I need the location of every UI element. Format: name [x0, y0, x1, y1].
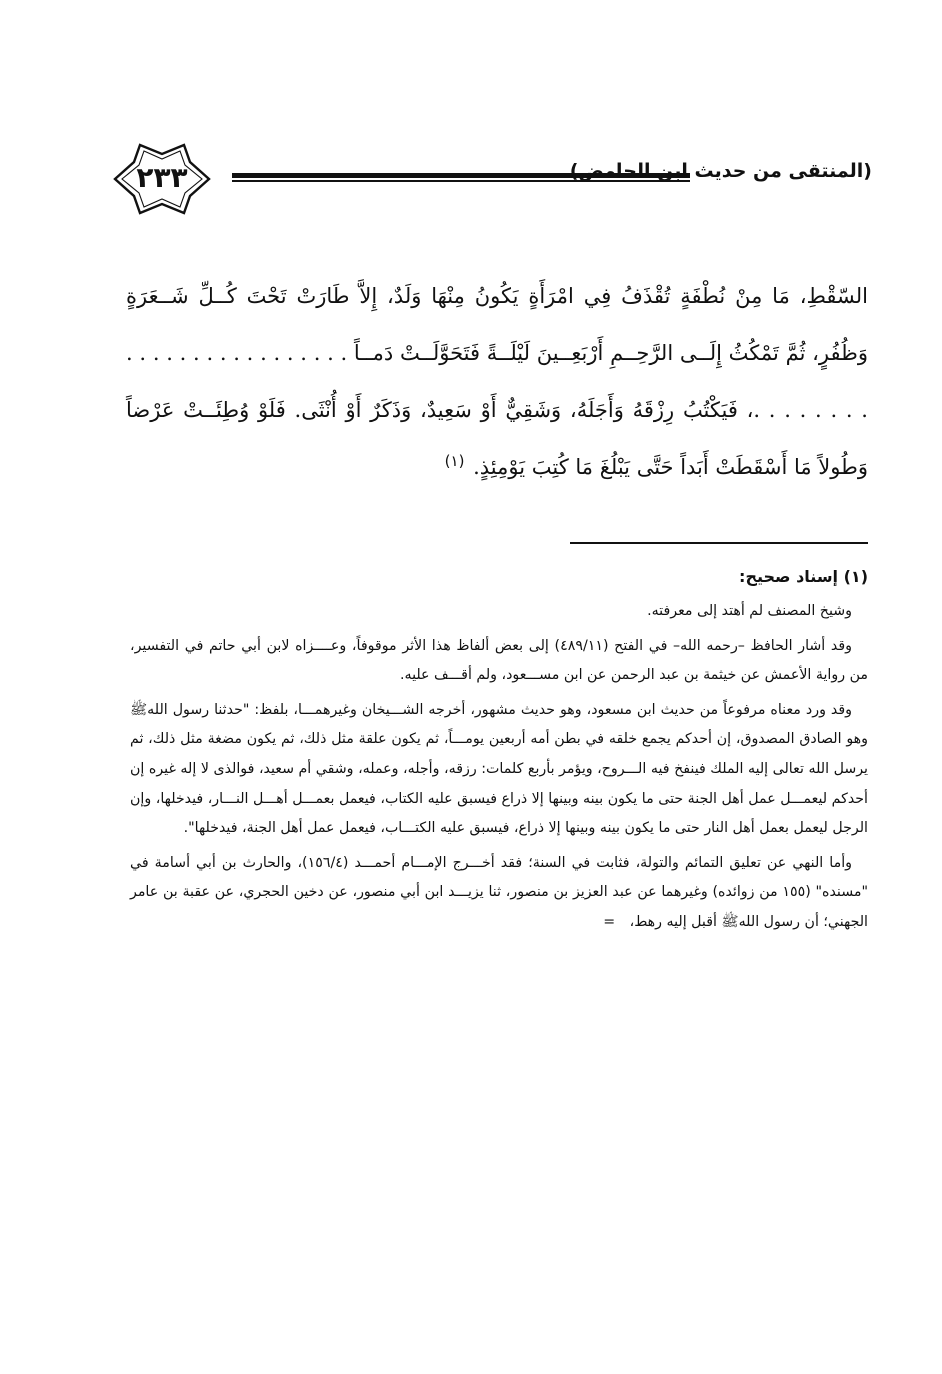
book-title: (المنتقى من حديث ابن الحامض)	[569, 160, 872, 182]
hadith-paragraph	[126, 268, 868, 496]
hadith-body: السّقْطِ، مَا مِنْ نُطْفَةٍ تُقْذَفُ فِي امْرَأَةٍ يَكُونُ مِنْهَا وَلَدٌ، إِلاَّ طَارَتْ تَحْتَ كُــلِّ شَــعَرَةٍ وَظُفُرٍ، ثُمَّ تَمْكُثُ إِلَــى الرَّحِــمِ أَرْبَعِــينَ لَيْلَــةً فَتَحَوَّلَــتْ دَمــاً . . . . . . . . . . . . . . . . . . . . . . . . .، فَيَكْتُبُ رِزْقَهُ وَأَجَلَهُ، وَشَقِيٌّ أَوْ سَعِيدٌ، وَذَكَرٌ أَوْ أُنْثَى. فَلَوْ وُطِئَــتْ عَرْضاً وَطُولاً مَا أَسْقَطَتْ أَبَداً حَتَّى يَبْلُغَ مَا كُتِبَ يَوْمِئِذٍ.	[126, 284, 868, 479]
page-number-badge	[110, 140, 214, 218]
footnote-paragraph-text: وأما النهي عن تعليق التمائم والتولة، فثابت في السنة؛ فقد أخـــرج الإمـــام أحمـــد (١٥٦/٤)، والحارث بن أبي أسامة في "مسنده" (١٥٥ من زوائده) وغيرهما عن عبد العزيز بن منصور، ثنا يزيـــد ابن أبي منصور، عن دخين الحجري، عن عقبة بن عامر الجهني؛ أن رسول اللهﷺ أقبل إليه رهط،	[130, 854, 868, 930]
hadith-text	[126, 268, 868, 496]
page-number: ٢٣٣	[136, 161, 188, 194]
page-header	[110, 140, 872, 218]
footnote-section	[130, 562, 868, 943]
continuation-mark: =	[603, 913, 616, 930]
footnote-paragraph: وقد أشار الحافظ –رحمه الله– في الفتح (٤٨٩/١١) إلى بعض ألفاظ هذا الأثر موقوفاً، وعــــزاه لابن أبي حاتم في التفسير، من رواية الأعمش عن خيثمة بن عبد الرحمن عن ابن مســـعود، ولم أقـــف عليه.	[130, 637, 868, 684]
footnote-paragraph	[130, 849, 868, 938]
footnote-separator	[570, 542, 868, 544]
footnote-heading: (١) إسناد صحيح:	[739, 567, 868, 586]
footnote-reference: (١)	[444, 452, 465, 470]
footnote-paragraph: وقد ورد معناه مرفوعاً من حديث ابن مسعود، وهو حديث مشهور، أخرجه الشـــيخان وغيرهمـــا، بلفظ: "حدثنا رسول اللهﷺ وهو الصادق المصدوق، إن أحدكم يجمع خلقه في بطن أمه أربعين يومـــاً، ثم يكون علقة مثل ذلك، ثم يكون مضغة مثل ذلك، ثم يرسل الله تعالى إليه الملك فينفخ فيه الـــروح، ويؤمر بأربع كلمات: رزقه، وأجله، وعمله، وشقي أم سعيد، فوالذى لا إله غيره إن أحدكم ليعمـــل عمل أهل الجنة حتى ما يكون بينه وبينها إلا ذراع فيسبق عليه الكتاب، فيعمل بعمـــل أهـــل النـــار، فيدخلها، وإن الرجل ليعمل بعمل أهل النار حتى ما يكون بينه وبينها إلا ذراع، فيسبق عليه الكتـــاب، فيعمل عمل أهل الجنة، فيدخلها".	[130, 701, 868, 837]
footnote-paragraph: وشيخ المصنف لم أهتد إلى معرفته.	[647, 603, 852, 619]
